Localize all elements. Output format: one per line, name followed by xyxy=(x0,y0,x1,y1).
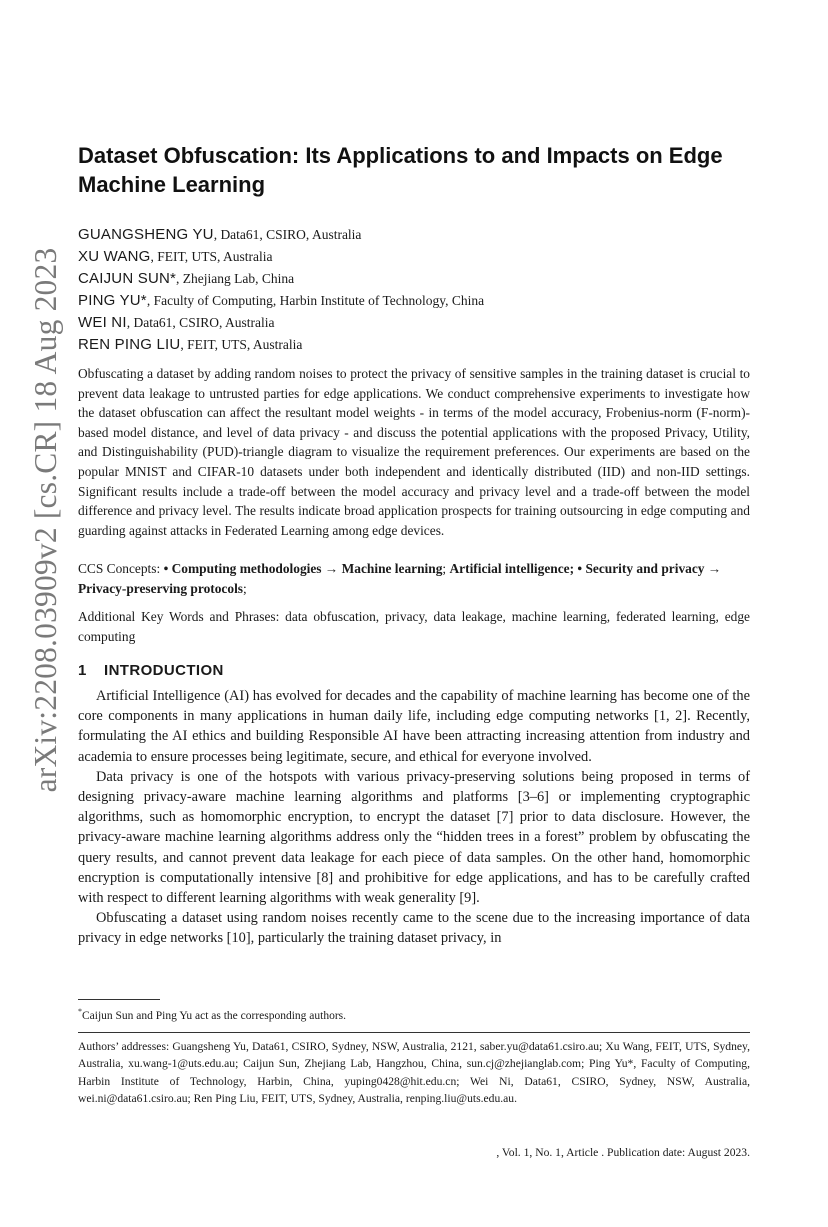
ccs-concepts xyxy=(78,559,750,598)
publication-info: , Vol. 1, No. 1, Article . Publication date: August 2023. xyxy=(496,1146,750,1159)
section-heading xyxy=(78,662,224,679)
author-name: CAIJUN SUN* xyxy=(78,270,177,287)
keywords: Additional Key Words and Phrases: data obfuscation, privacy, data leakage, machine learning, federated learning, edge computing xyxy=(78,609,750,644)
footnote-text: Caijun Sun and Ping Yu act as the corresponding authors. xyxy=(82,1009,347,1022)
author-entry xyxy=(78,334,750,356)
paragraph: Data privacy is one of the hotspots with various privacy-preserving solutions being proposed in terms of designing privacy-aware machine learning algorithms and platforms [3–6] or implementing cryptographic algorithms, such as homomorphic encryption, to encrypt the dataset [7] prior to data disclosure. However, the privacy-aware machine learning algorithms address only the “hidden trees in a forest” problem by obfuscating the query results, and cannot prevent data leakage for each piece of data samples. On the other hand, homomorphic encryption is computationally intensive [8] and prohibitive for edge applications, and has to be carefully crafted with respect to different learning algorithms with weak generality [9]. xyxy=(78,768,750,907)
author-list xyxy=(78,224,750,356)
ccs-arrow: → xyxy=(704,561,722,576)
author-entry xyxy=(78,246,750,268)
footnote xyxy=(78,1007,346,1022)
ccs-term: Computing methodologies xyxy=(171,561,322,576)
ccs-term: Artificial intelligence xyxy=(449,561,570,576)
footnote-mark: * xyxy=(78,1007,82,1016)
author-name: PING YU* xyxy=(78,292,147,309)
abstract: Obfuscating a dataset by adding random noises to protect the privacy of sensitive samples in the training dataset is crucial to prevent data leakage to untrusted parties for edge applications. We conduct comprehensive experiments to investigate how the dataset obfuscation can affect the resultant model weights - in terms of the model accuracy, Frobenius-norm (F-norm)-based model distance, and level of data privacy - and discuss the potential applications with the proposed Privacy, Utility, and Distinguishability (PUD)-triangle diagram to visualize the requirement preferences. Our experiments are based on the popular MNIST and CIFAR-10 datasets under both independent and identically distributed (IID) and non-IID settings. Significant results include a trade-off between the model accuracy and privacy level and a trade-off between the model difference and privacy level. The results indicate broad application prospects for training outsourcing in edge computing and guarding against attacks in Federated Learning among edge devices. xyxy=(78,366,750,538)
author-entry xyxy=(78,290,750,312)
section-title: INTRODUCTION xyxy=(104,662,224,679)
author-entry xyxy=(78,268,750,290)
author-affiliation: , Zhejiang Lab, China xyxy=(176,271,295,286)
paragraph: Artificial Intelligence (AI) has evolved for decades and the capability of machine learning has become one of the core components in many applications in human daily life, including edge computing networks [1, 2]. Recently, formulating the AI ethics and building Responsible AI have been attracting increasing attention from industry and academia to ensure processes being legitimate, secure, and ethical for everyone involved. xyxy=(78,688,750,765)
ccs-term: Security and privacy xyxy=(585,561,705,576)
author-affiliation: , Data61, CSIRO, Australia xyxy=(126,315,275,330)
ccs-arrow: → xyxy=(321,561,342,576)
author-entry xyxy=(78,224,750,246)
author-affiliation: , FEIT, UTS, Australia xyxy=(150,249,273,264)
footnote-rule xyxy=(78,999,160,1000)
paper-title: Dataset Obfuscation: Its Applications to and Impacts on Edge Machine Learning xyxy=(78,143,723,197)
author-name: XU WANG xyxy=(78,248,151,265)
paragraph: Obfuscating a dataset using random noises recently came to the scene due to the increasing importance of data privacy in edge networks [10], particularly the training dataset privacy, in xyxy=(78,910,750,947)
ccs-label: CCS Concepts: xyxy=(78,561,164,576)
author-affiliation: , FEIT, UTS, Australia xyxy=(180,337,303,352)
arxiv-identifier: arXiv:2208.03909v2 [cs.CR] 18 Aug 2023 xyxy=(28,247,63,793)
address-rule xyxy=(78,1032,750,1033)
author-name: REN PING LIU xyxy=(78,336,181,353)
author-name: GUANGSHENG YU xyxy=(78,226,214,243)
arxiv-sidebar xyxy=(0,0,70,1227)
ccs-bullet: • xyxy=(163,561,172,576)
author-entry xyxy=(78,312,750,334)
author-affiliation: , Data61, CSIRO, Australia xyxy=(213,227,362,242)
author-name: WEI NI xyxy=(78,314,127,331)
introduction-body xyxy=(78,686,750,949)
author-addresses: Authors’ addresses: Guangsheng Yu, Data61, CSIRO, Sydney, NSW, Australia, 2121, saber.yu@data61.csiro.au; Xu Wang, FEIT, UTS, Sydney, Australia, xu.wang-1@uts.edu.au; Caijun Sun, Zhejiang Lab, Hangzhou, China, sun.cj@zhejianglab.com; Ping Yu*, Faculty of Computing, Harbin Institute of Technology, Harbin, China, yuping0428@hit.edu.cn; Wei Ni, Data61, CSIRO, Sydney, NSW, Australia, wei.ni@data61.csiro.au; Ren Ping Liu, FEIT, UTS, Sydney, Australia, renping.liu@uts.edu.au. xyxy=(78,1040,750,1106)
ccs-separator: ; • xyxy=(569,561,586,576)
section-number: 1 xyxy=(78,662,87,679)
ccs-end: ; xyxy=(243,580,247,596)
ccs-term: Machine learning xyxy=(341,561,443,576)
ccs-term: Privacy-preserving protocols xyxy=(78,580,243,596)
ccs-separator: ; xyxy=(442,561,450,576)
author-affiliation: , Faculty of Computing, Harbin Institute of Technology, China xyxy=(146,293,485,308)
